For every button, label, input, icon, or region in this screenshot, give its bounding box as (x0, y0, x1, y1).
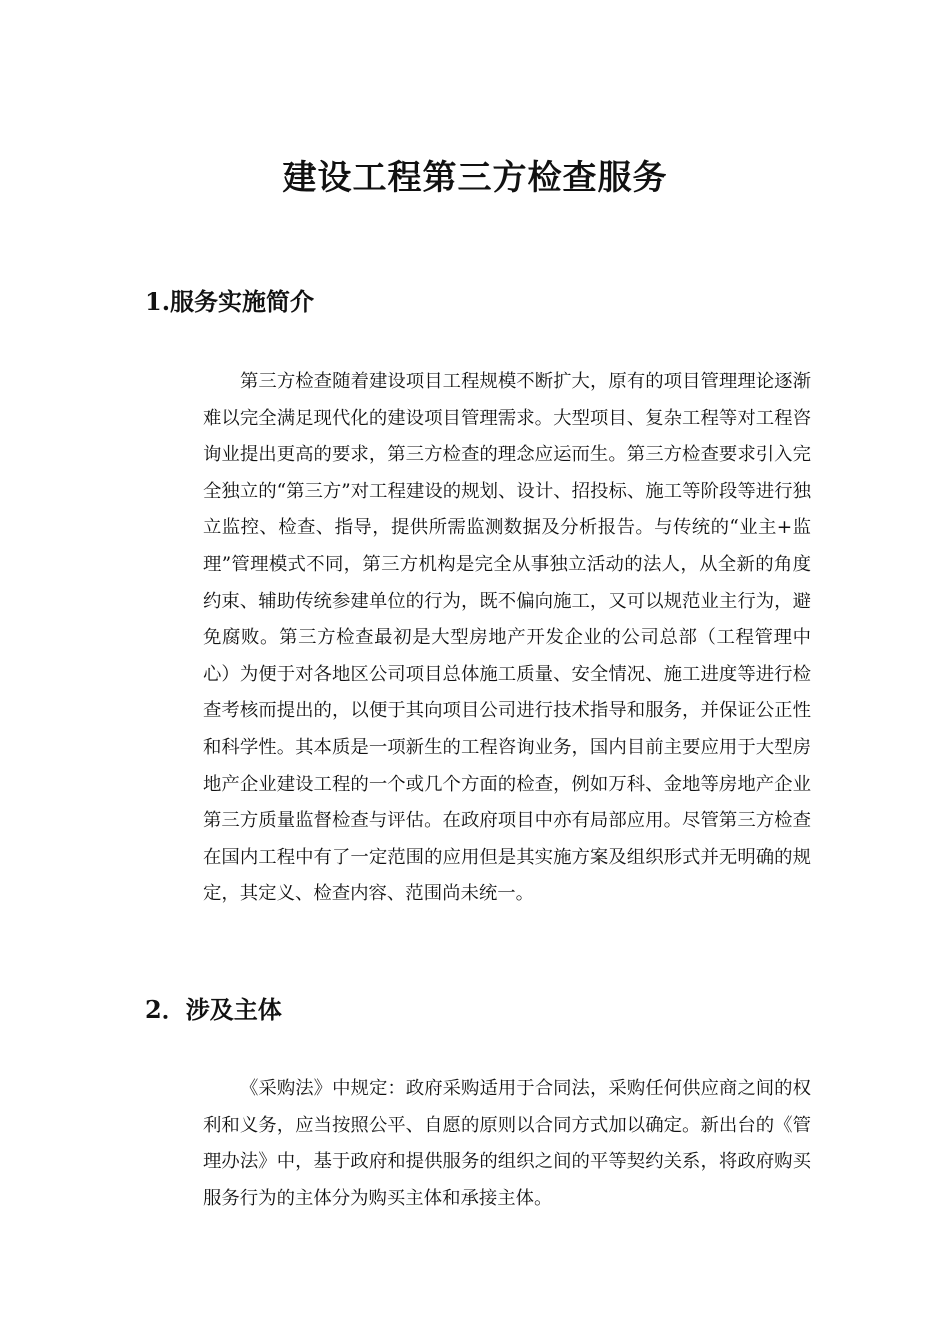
section-paragraph-service-intro: 第三方检查随着建设项目工程规模不断扩大，原有的项目管理理论逐渐难以完全满足现代化的建设项目管理需求。大型项目、复杂工程等对工程咨询业提出更高的要求，第三方检查的理念应运而生。第三方检查要求引入完全独立的“第三方”对工程建设的规划、设计、招投标、施工等阶段等进行独立监控、检查、指导，提供所需监测数据及分析报告。与传统的“业主+监理”管理模式不同，第三方机构是完全从事独立活动的法人，从全新的角度约束、辅助传统参建单位的行为，既不偏向施工，又可以规范业主行为，避免腐败。第三方检查最初是大型房地产开发企业的公司总部（工程管理中心）为便于对各地区公司项目总体施工质量、安全情况、施工进度等进行检查考核而提出的，以便于其向项目公司进行技术指导和服务，并保证公正性和科学性。其本质是一项新生的工程咨询业务，国内目前主要应用于大型房地产企业建设工程的一个或几个方面的检查，例如万科、金地等房地产企业第三方质量监督检查与评估。在政府项目中亦有局部应用。尽管第三方检查在国内工程中有了一定范围的应用但是其实施方案及组织形式并无明确的规定，其定义、检查内容、范围尚未统一。 (203, 371, 811, 905)
document-title: 建设工程第三方检查服务 (282, 158, 668, 198)
section-heading-service-intro: 1.服务实施简介 (145, 287, 315, 316)
section-paragraph-parties-involved: 《采购法》中规定：政府采购适用于合同法，采购任何供应商之间的权利和义务，应当按照公平、自愿的原则以合同方式加以确定。新出台的《管理办法》中，基于政府和提供服务的组织之间的平等契约关系，将政府购买服务行为的主体分为购买主体和承接主体。 (203, 1078, 811, 1209)
section-heading-parties-involved: 2．涉及主体 (145, 995, 282, 1024)
